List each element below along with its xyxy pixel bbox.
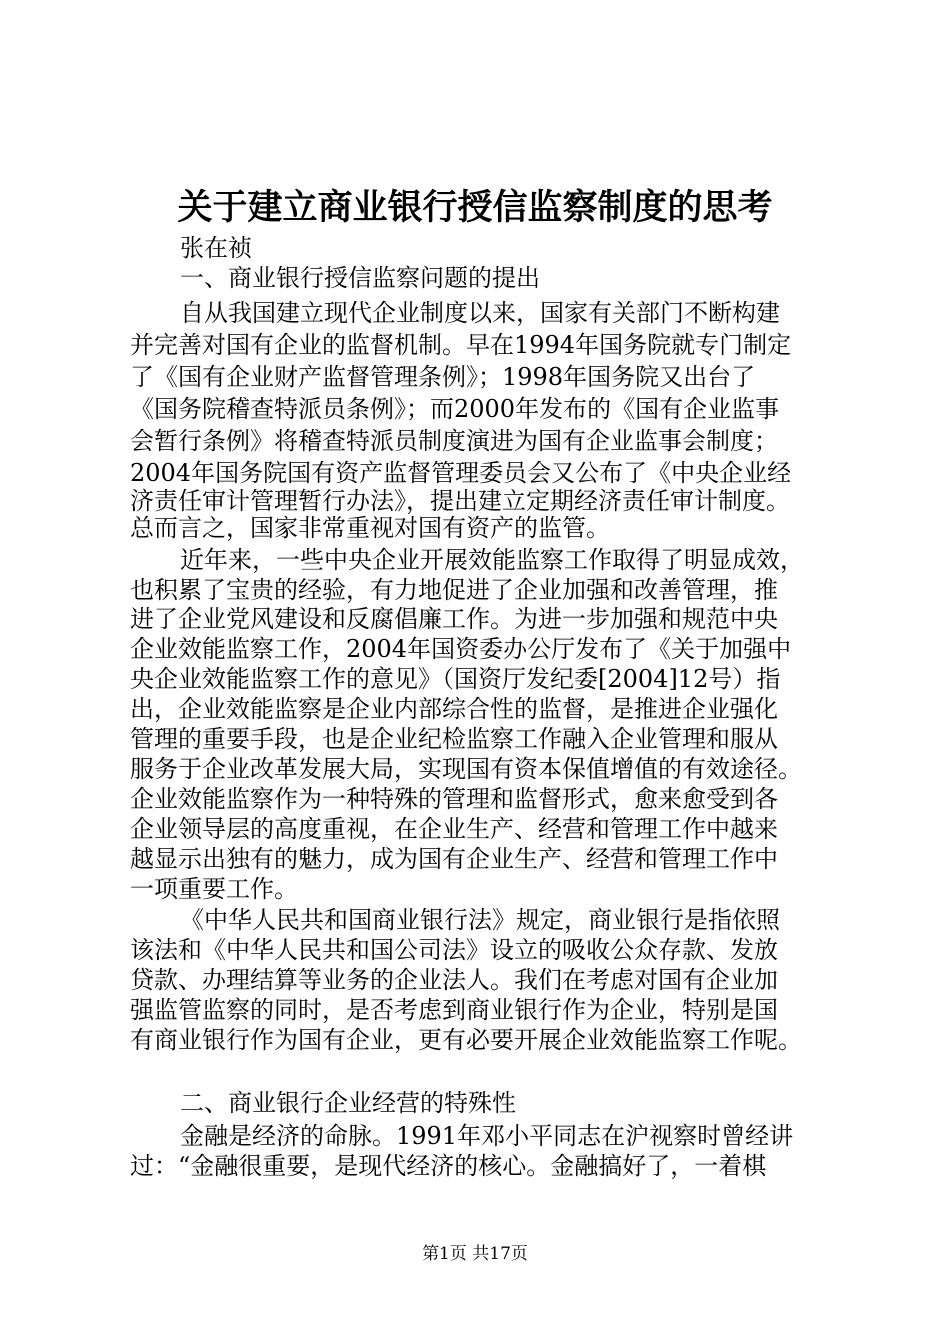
- paragraph-line: 近年来，一些中央企业开展效能监察工作取得了明显成效，: [180, 546, 804, 574]
- paragraph-line: 一项重要工作。: [130, 875, 298, 903]
- section-heading-1: 一、商业银行授信监察问题的提出: [180, 264, 540, 292]
- paragraph-line: 《中华人民共和国商业银行法》规定，商业银行是指依照: [180, 906, 780, 934]
- paragraph-line: 并完善对国有企业的监督机制。早在1994年国务院就专门制定: [130, 331, 792, 359]
- paragraph-line: 强监管监察的同时，是否考虑到商业银行作为企业，特别是国: [130, 996, 778, 1024]
- paragraph-line: 央企业效能监察工作的意见》（国资厅发纪委[2004]12号）指: [130, 665, 781, 693]
- page-footer: 第1页 共17页: [422, 1244, 528, 1264]
- paragraph-line: 越显示出独有的魅力，成为国有企业生产、经营和管理工作中: [130, 845, 778, 873]
- paragraph-line: 服务于企业改革发展大局，实现国有资本保值增值的有效途径。: [130, 755, 802, 783]
- paragraph-line: 《国务院稽查特派员条例》；而2000年发布的《国有企业监事: [130, 395, 780, 423]
- paragraph-line: 也积累了宝贵的经验，有力地促进了企业加强和改善管理，推: [130, 576, 778, 604]
- paragraph-line: 过：“金融很重要，是现代经济的核心。金融搞好了，一着棋: [130, 1152, 767, 1180]
- paragraph-line: 企业效能监察作为一种特殊的管理和监督形式，愈来愈受到各: [130, 785, 778, 813]
- paragraph-line: 该法和《中华人民共和国公司法》设立的吸收公众存款、发放: [130, 936, 778, 964]
- paragraph-line: 自从我国建立现代企业制度以来，国家有关部门不断构建: [180, 299, 780, 327]
- document-title: 关于建立商业银行授信监察制度的思考: [177, 187, 773, 228]
- paragraph-line: 贷款、办理结算等业务的企业法人。我们在考虑对国有企业加: [130, 966, 778, 994]
- section-heading-2: 二、商业银行企业经营的特殊性: [180, 1089, 516, 1117]
- author-name: 张在祯: [180, 234, 252, 262]
- paragraph-line: 了《国有企业财产监督管理条例》；1998年国务院又出台了: [130, 363, 756, 391]
- paragraph-line: 金融是经济的命脉。1991年邓小平同志在沪视察时曾经讲: [180, 1122, 794, 1150]
- paragraph-line: 总而言之，国家非常重视对国有资产的监管。: [130, 514, 610, 542]
- paragraph-line: 出，企业效能监察是企业内部综合性的监督，是推进企业强化: [130, 695, 778, 723]
- paragraph-line: 会暂行条例》将稽查特派员制度演进为国有企业监事会制度；: [130, 427, 778, 455]
- paragraph-line: 管理的重要手段，也是企业纪检监察工作融入企业管理和服从: [130, 725, 778, 753]
- paragraph-line: 有商业银行作为国有企业，更有必要开展企业效能监察工作呢。: [130, 1026, 802, 1054]
- paragraph-line: 企业效能监察工作，2004年国资委办公厅发布了《关于加强中: [130, 635, 792, 663]
- paragraph-line: 进了企业党风建设和反腐倡廉工作。为进一步加强和规范中央: [130, 605, 778, 633]
- paragraph-line: 济责任审计管理暂行办法》，提出建立定期经济责任审计制度。: [130, 487, 790, 515]
- paragraph-line: 企业领导层的高度重视，在企业生产、经营和管理工作中越来: [130, 815, 778, 843]
- paragraph-line: 2004年国务院国有资产监督管理委员会又公布了《中央企业经: [130, 459, 792, 487]
